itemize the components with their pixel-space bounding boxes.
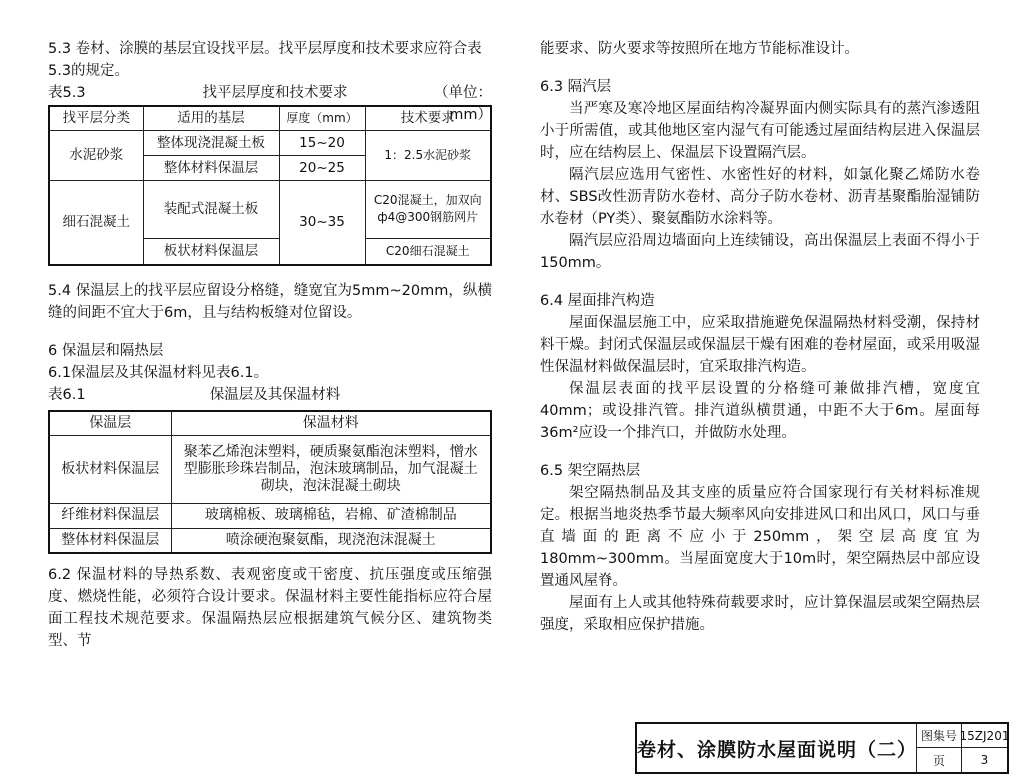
para-6-5-b: 屋面有上人或其他特殊荷载要求时，应计算保温层或架空隔热层强度，采取相应保护措施。 xyxy=(540,595,980,633)
para-6-4-b: 保温层表面的找平层设置的分格缝可兼做排汽槽，宽度宜40mm；或设排汽管。排汽道纵横贯通，中距不大于6m。屋面每36m²应设一个排汽口，并做防水处理。 xyxy=(540,381,980,441)
para-continuation: 能要求、防火要求等按照所在地方节能标准设计。 xyxy=(540,41,859,57)
heading-6-3: 6.3 隔汽层 xyxy=(540,79,612,95)
table-header-cell: 适用的基层 xyxy=(143,106,279,130)
table-6-1-number: 表6.1 xyxy=(48,387,86,403)
table-5-3-number: 表5.3 xyxy=(48,85,86,101)
para-6-4-a: 屋面保温层施工中，应采取措施避免保温隔热材料受潮，保持材料干燥。封闭式保温层或保温层干燥有困难的卷材屋面，或采用吸湿性保温材料做保温层时，宜采取排汽构造。 xyxy=(540,315,980,375)
left-column xyxy=(48,38,492,652)
table-header-cell: 厚度（mm） xyxy=(279,106,365,130)
cell-line: 砌块，泡沫混凝土砌块 xyxy=(260,477,401,494)
table-cell: 15~20 xyxy=(279,130,365,155)
para-5-3-line1: 5.3 卷材、涂膜的基层宜设找平层。找平层厚度和技术要求应符合表 xyxy=(48,41,482,57)
table-cell: C20细石混凝土 xyxy=(365,238,491,265)
section-6-heading: 6 保温层和隔热层 xyxy=(48,343,164,359)
table-row xyxy=(49,435,491,503)
heading-6-5: 6.5 架空隔热层 xyxy=(540,463,641,479)
table-header-row xyxy=(49,106,491,130)
para-5-4: 5.4 保温层上的找平层应留设分格缝，缝宽宜为5mm~20mm，纵横缝的间距不宜大于6m，且与结构板缝对位留设。 xyxy=(48,283,492,321)
table-header-row xyxy=(49,411,491,435)
para-6-3-b: 隔汽层应选用气密性、水密性好的材料，如氯化聚乙烯防水卷材、SBS改性沥青防水卷材、高分子防水卷材、沥青基聚酯胎湿铺防水卷材（PY类）、聚氨酯防水涂料等。 xyxy=(540,167,980,227)
table-cell xyxy=(171,435,491,503)
page-label: 页 xyxy=(917,748,962,772)
table-header-cell: 保温材料 xyxy=(171,411,491,435)
table-cell: 细石混凝土 xyxy=(49,180,143,265)
table-header-cell: 找平层分类 xyxy=(49,106,143,130)
table-row xyxy=(49,130,491,155)
table-header-cell: 技术要求 xyxy=(365,106,491,130)
table-cell: 水泥砂浆 xyxy=(49,130,143,180)
table-5-3 xyxy=(48,105,492,266)
atlas-number-label: 图集号 xyxy=(917,724,962,748)
table-cell: 装配式混凝土板 xyxy=(143,180,279,238)
para-6-2: 6.2 保温材料的导热系数、表观密度或干密度、抗压强度或压缩强度、燃烧性能，必须符合设计要求。保温材料主要性能指标应符合屋面工程技术规范要求。保温隔热层应根据建筑气候分区、建筑物类型、节 xyxy=(48,567,492,649)
para-6-1: 6.1保温层及其保温材料见表6.1。 xyxy=(48,365,269,381)
page-number: 3 xyxy=(980,753,989,767)
title-block-grid xyxy=(916,724,1010,772)
table-cell: 20~25 xyxy=(279,155,365,180)
table-cell: 1：2.5水泥砂浆 xyxy=(365,130,491,180)
right-column xyxy=(540,38,980,636)
atlas-number-value: 15ZJ201 xyxy=(962,724,1007,748)
table-5-3-unit: （单位：mm） xyxy=(434,85,492,123)
para-6-3-a: 当严寒及寒冷地区屋面结构冷凝界面内侧实际具有的蒸汽渗透阻小于所需值，或其他地区室内湿气有可能透过屋面结构层进入保温层时，应在结构层上、保温层下设置隔汽层。 xyxy=(540,101,980,161)
table-6-1 xyxy=(48,410,492,554)
para-5-3-line2: 5.3的规定。 xyxy=(48,63,130,79)
table-5-3-title: 找平层厚度和技术要求 xyxy=(202,85,348,101)
table-row xyxy=(49,180,491,238)
table-row xyxy=(49,528,491,553)
heading-6-4: 6.4 屋面排汽构造 xyxy=(540,293,655,309)
title-block xyxy=(635,722,1009,774)
table-cell: 纤维材料保温层 xyxy=(49,503,171,528)
cell-line: 聚苯乙烯泡沫塑料，硬质聚氨酯泡沫塑料，憎水 xyxy=(183,443,478,460)
table-cell xyxy=(365,180,491,238)
table-cell: 玻璃棉板、玻璃棉毡，岩棉、矿渣棉制品 xyxy=(171,503,491,528)
cell-line: 型膨胀珍珠岩制品，泡沫玻璃制品，加气混凝土 xyxy=(183,460,478,477)
table-cell: 整体材料保温层 xyxy=(49,528,171,553)
table-row xyxy=(49,503,491,528)
table-cell: 板状材料保温层 xyxy=(143,238,279,265)
table-cell: 整体材料保温层 xyxy=(143,155,279,180)
table-cell: 整体现浇混凝土板 xyxy=(143,130,279,155)
table-cell: 30~35 xyxy=(279,180,365,265)
table-6-1-caption xyxy=(48,384,492,406)
table-6-1-title: 保温层及其保温材料 xyxy=(209,387,341,403)
drawing-title: 卷材、涂膜防水屋面说明（二） xyxy=(637,738,918,761)
para-6-5-a: 架空隔热制品及其支座的质量应符合国家现行有关材料标准规定。根据当地炎热季节最大频率风向安排进风口和出风口，风口与垂直墙面的距离不应小于250mm，架空层高度宜为180mm~300mm。当屋面宽度大于10m时，架空隔热层中部应设置通风屋脊。 xyxy=(540,485,980,589)
table-cell: 板状材料保温层 xyxy=(49,435,171,503)
cell-line: ф4@300钢筋网片 xyxy=(377,210,479,224)
table-cell: 喷涂硬泡聚氨酯，现浇泡沫混凝土 xyxy=(171,528,491,553)
para-6-3-c: 隔汽层应沿周边墙面向上连续铺设，高出保温层上表面不得小于150mm。 xyxy=(540,233,980,271)
cell-line: C20混凝土，加双向 xyxy=(373,193,482,207)
table-header-cell: 保温层 xyxy=(49,411,171,435)
